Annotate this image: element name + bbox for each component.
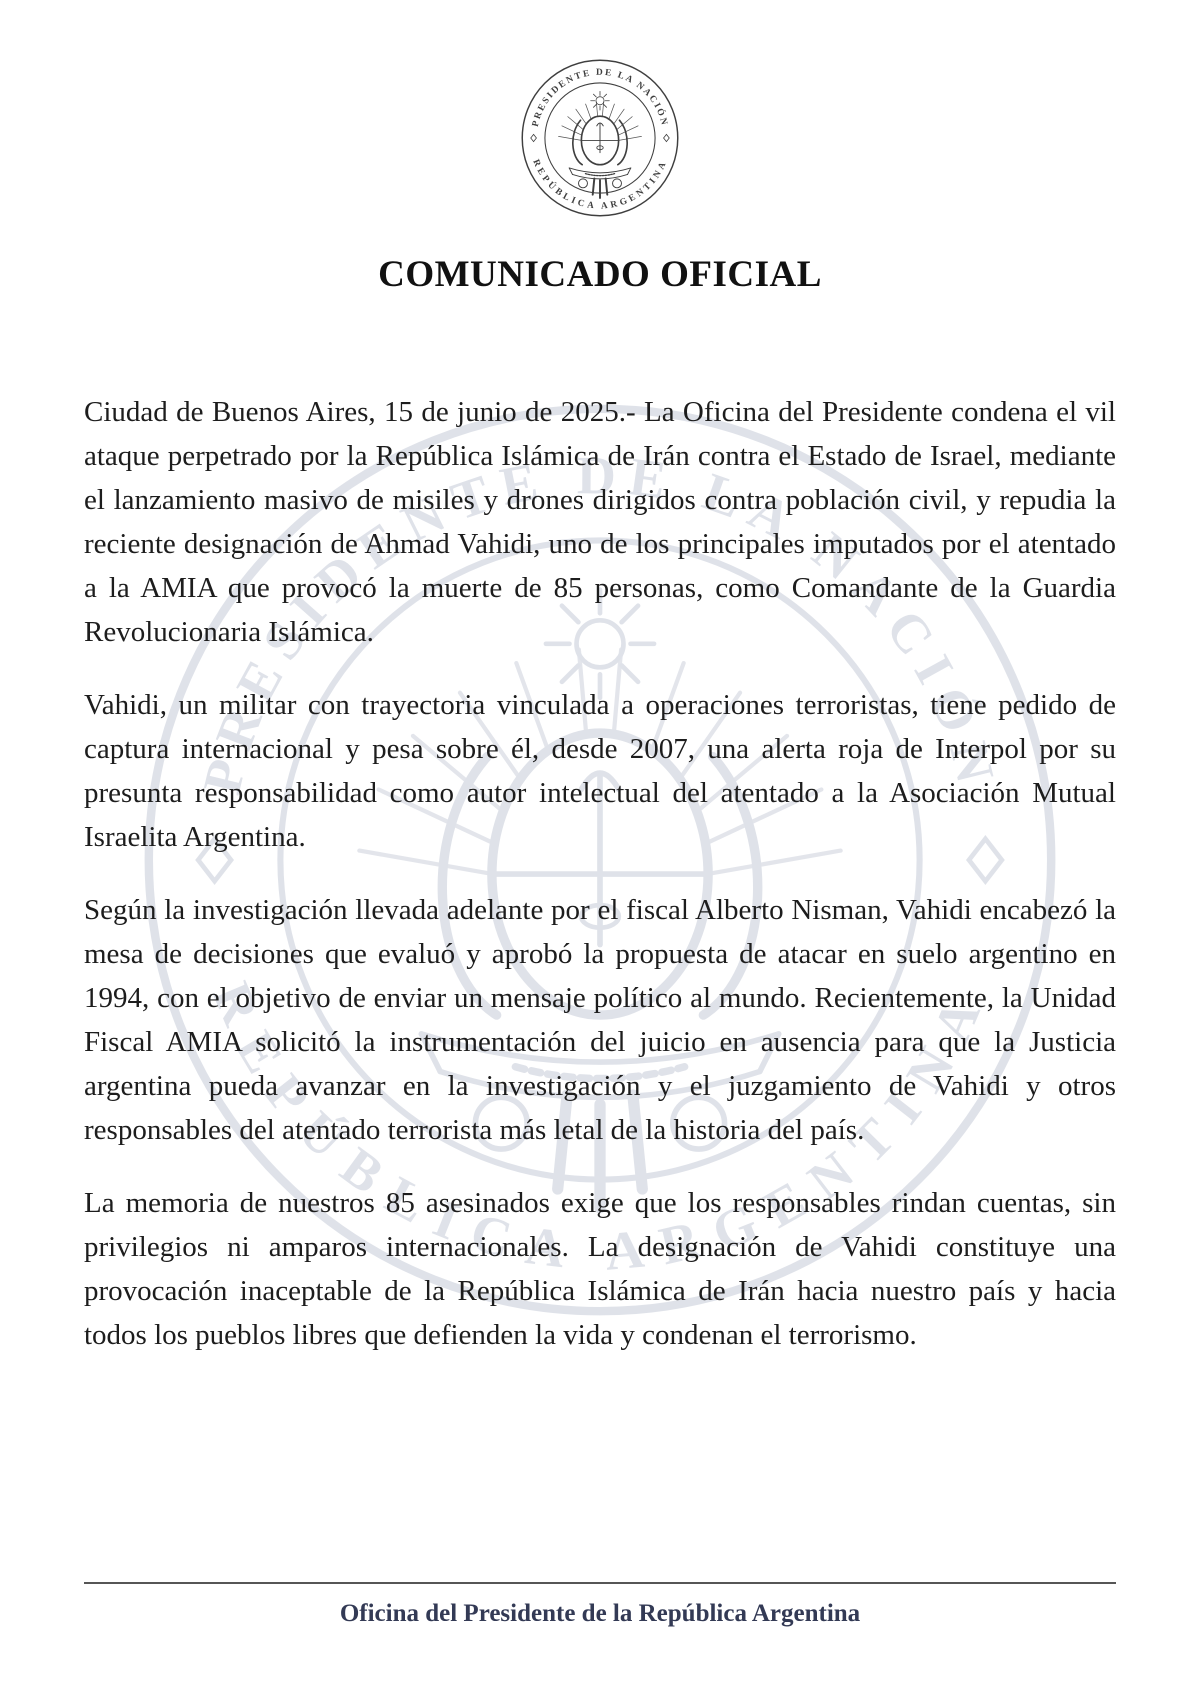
footer-text: Oficina del Presidente de la República Argentina (339, 1600, 861, 1627)
document-body (84, 390, 1116, 1357)
document-title: COMUNICADO OFICIAL (378, 254, 822, 295)
body-paragraph-3: Según la investigación llevada adelante por el fiscal Alberto Nisman, Vahidi encabezó la mesa de decisiones que evaluó y aprobó la propuesta de atacar en suelo argentino en 1994, con el objetivo de enviar un mensaje político al mundo. Recientemente, la Unidad Fiscal AMIA solicitó la instrumentación del juicio en ausencia para que la Justicia argentina pueda avanzar en la investigación y el juzgamiento de Vahidi y otros responsables del atentado terrorista más letal de la historia del país. (84, 894, 1116, 1146)
body-paragraph-4: La memoria de nuestros 85 asesinados exige que los responsables rindan cuentas, sin privilegios ni amparos internacionales. La designación de Vahidi constituye una provocación inaceptable de la República Islámica de Irán hacia nuestro país y hacia todos los pueblos libres que defienden la vida y condenan el terrorismo. (84, 1187, 1116, 1351)
presidential-seal-logo (519, 57, 681, 219)
body-paragraph-2: Vahidi, un militar con trayectoria vinculada a operaciones terroristas, tiene pedido de captura internacional y pesa sobre él, desde 2007, una alerta roja de Interpol por su presunta responsabilidad como autor intelectual del atentado a la Asociación Mutual Israelita Argentina. (84, 689, 1116, 853)
document-footer (84, 1582, 1116, 1628)
body-paragraph-1: Ciudad de Buenos Aires, 15 de junio de 2025.- La Oficina del Presidente condena el vil ataque perpetrado por la República Islámica de Irán contra el Estado de Israel, mediante el lanzamiento masivo de misiles y drones dirigidos contra población civil, y repudia la reciente designación de Ahmad Vahidi, uno de los principales imputados por el atentado a la AMIA que provocó la muerte de 85 personas, como Comandante de la Guardia Revolucionaria Islámica. (84, 396, 1116, 648)
